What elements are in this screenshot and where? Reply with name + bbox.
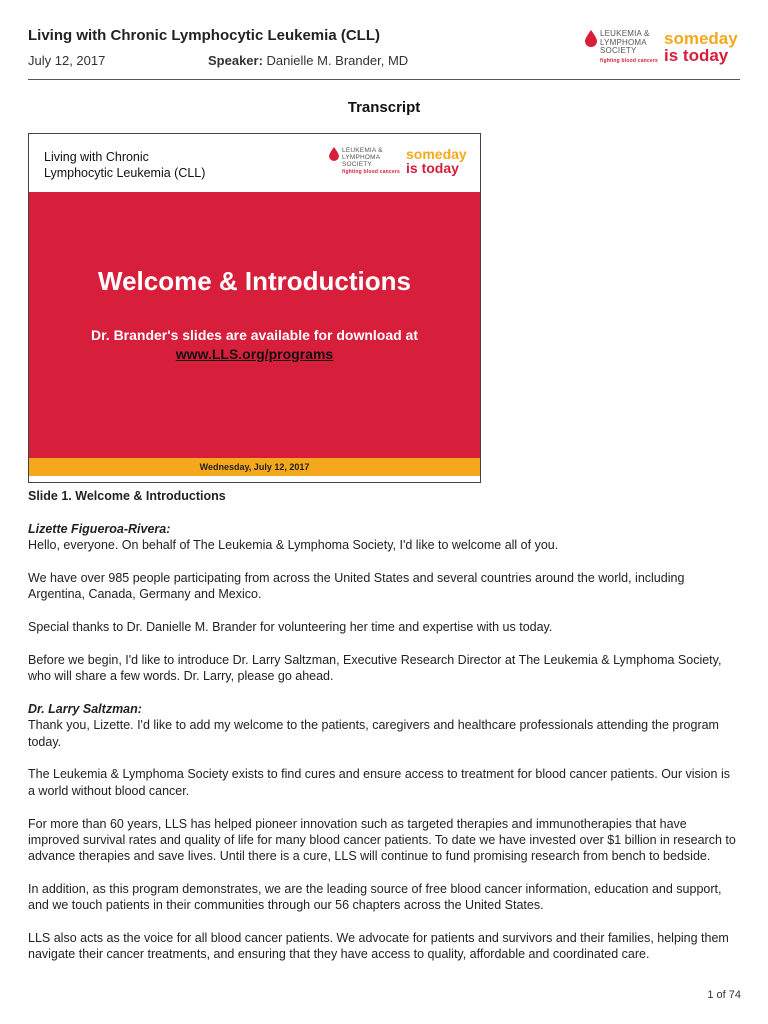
lls-logo — [585, 30, 738, 65]
slogan-line-2: is today — [406, 160, 459, 176]
speaker-name: Lizette Figueroa-Rivera: — [28, 522, 171, 536]
transcript-paragraph: For more than 60 years, LLS has helped pioneer innovation such as targeted therapies and immunotherapies that have improved survival rates and quality of life for many blood cancer patients. To date we have invested over $1 billion in research to advance therapies and save lives. Until there is a cure, LLS will continue to fund promising research from bench to bedside. — [28, 816, 736, 864]
transcript-paragraph: LLS also acts as the voice for all blood cancer patients. We advocate for patients and survivors and their families, helping them navigate their cancer treatments, and ensuring that they have access to quality, affordable and coordinated care. — [28, 931, 729, 962]
org-line-1: LEUKEMIA & — [342, 147, 383, 154]
speaker-name: Dr. Larry Saltzman: — [28, 702, 142, 717]
org-tagline: fighting blood cancers — [600, 57, 659, 64]
someday-slogan — [664, 30, 738, 64]
slide-caption: Slide 1. Welcome & Introductions — [28, 489, 226, 503]
slide-subtext: Dr. Brander's slides are available for download at — [91, 327, 418, 343]
document-title: Living with Chronic Lymphocytic Leukemia (CLL) — [28, 27, 380, 44]
slide-header — [29, 134, 480, 192]
slogan-line-2: is today — [664, 46, 729, 65]
org-line-3: SOCIETY — [600, 46, 637, 55]
lls-wordmark — [342, 147, 400, 176]
slide-lls-logo — [329, 147, 467, 176]
transcript-paragraph: In addition, as this program demonstrates, we are the leading source of free blood cancer information, education and support, and we touch patients in their communities through our 56 chapters across the United States. — [28, 881, 722, 913]
transcript-paragraph: We have over 985 people participating from across the United States and several countries around the world, including Argentina, Canada, Germany and Mexico. — [28, 571, 685, 602]
slogan-line-1: someday — [664, 29, 738, 48]
slide-title-line-1: Living with Chronic — [44, 150, 149, 164]
transcript-body — [28, 521, 740, 979]
transcript-paragraph: Special thanks to Dr. Danielle M. Brander for volunteering her time and expertise with us today. — [28, 620, 553, 635]
blood-drop-icon — [329, 147, 339, 161]
speaker-label: Speaker: — [208, 53, 263, 68]
slide-title-line-2: Lymphocytic Leukemia (CLL) — [44, 166, 206, 180]
transcript-paragraph: Thank you, Lizette. I'd like to add my welcome to the patients, caregivers and healthcare professionals attending the program today. — [28, 718, 719, 749]
slogan-line-1: someday — [406, 146, 467, 162]
slide-headline: Welcome & Introductions — [98, 266, 411, 296]
someday-slogan — [406, 147, 467, 175]
slide-thumbnail — [28, 133, 481, 483]
lls-wordmark — [600, 30, 658, 65]
slide-programs-link[interactable]: www.LLS.org/programs — [175, 346, 334, 362]
org-line-2: LYMPHOMA — [600, 37, 647, 47]
header-divider — [28, 79, 740, 80]
slide-red-panel — [29, 192, 480, 458]
org-line-2: LYMPHOMA — [342, 154, 381, 161]
transcript-paragraph: Hello, everyone. On behalf of The Leukemia & Lymphoma Society, I'd like to welcome all of you. — [28, 538, 559, 553]
page-number: 1 of 74 — [707, 989, 741, 1001]
org-line-3: SOCIETY — [342, 161, 372, 168]
speaker-line — [208, 53, 408, 68]
transcript-paragraph: The Leukemia & Lymphoma Society exists to find cures and ensure access to treatment for blood cancer patients. Our vision is a world without blood cancer. — [28, 767, 730, 798]
org-line-1: LEUKEMIA & — [600, 29, 650, 38]
slide-title — [44, 149, 205, 181]
program-date: July 12, 2017 — [28, 53, 106, 68]
transcript-heading: Transcript — [347, 99, 421, 116]
slide-footer-date: Wednesday, July 12, 2017 — [29, 458, 480, 476]
blood-drop-icon — [585, 30, 597, 47]
speaker-name: Danielle M. Brander, MD — [266, 53, 409, 68]
transcript-paragraph: Before we begin, I'd like to introduce Dr. Larry Saltzman, Executive Research Director at The Leukemia & Lymphoma Society, who will share a few words. Dr. Larry, please go ahead. — [28, 652, 722, 684]
org-tagline: fighting blood cancers — [342, 169, 401, 175]
